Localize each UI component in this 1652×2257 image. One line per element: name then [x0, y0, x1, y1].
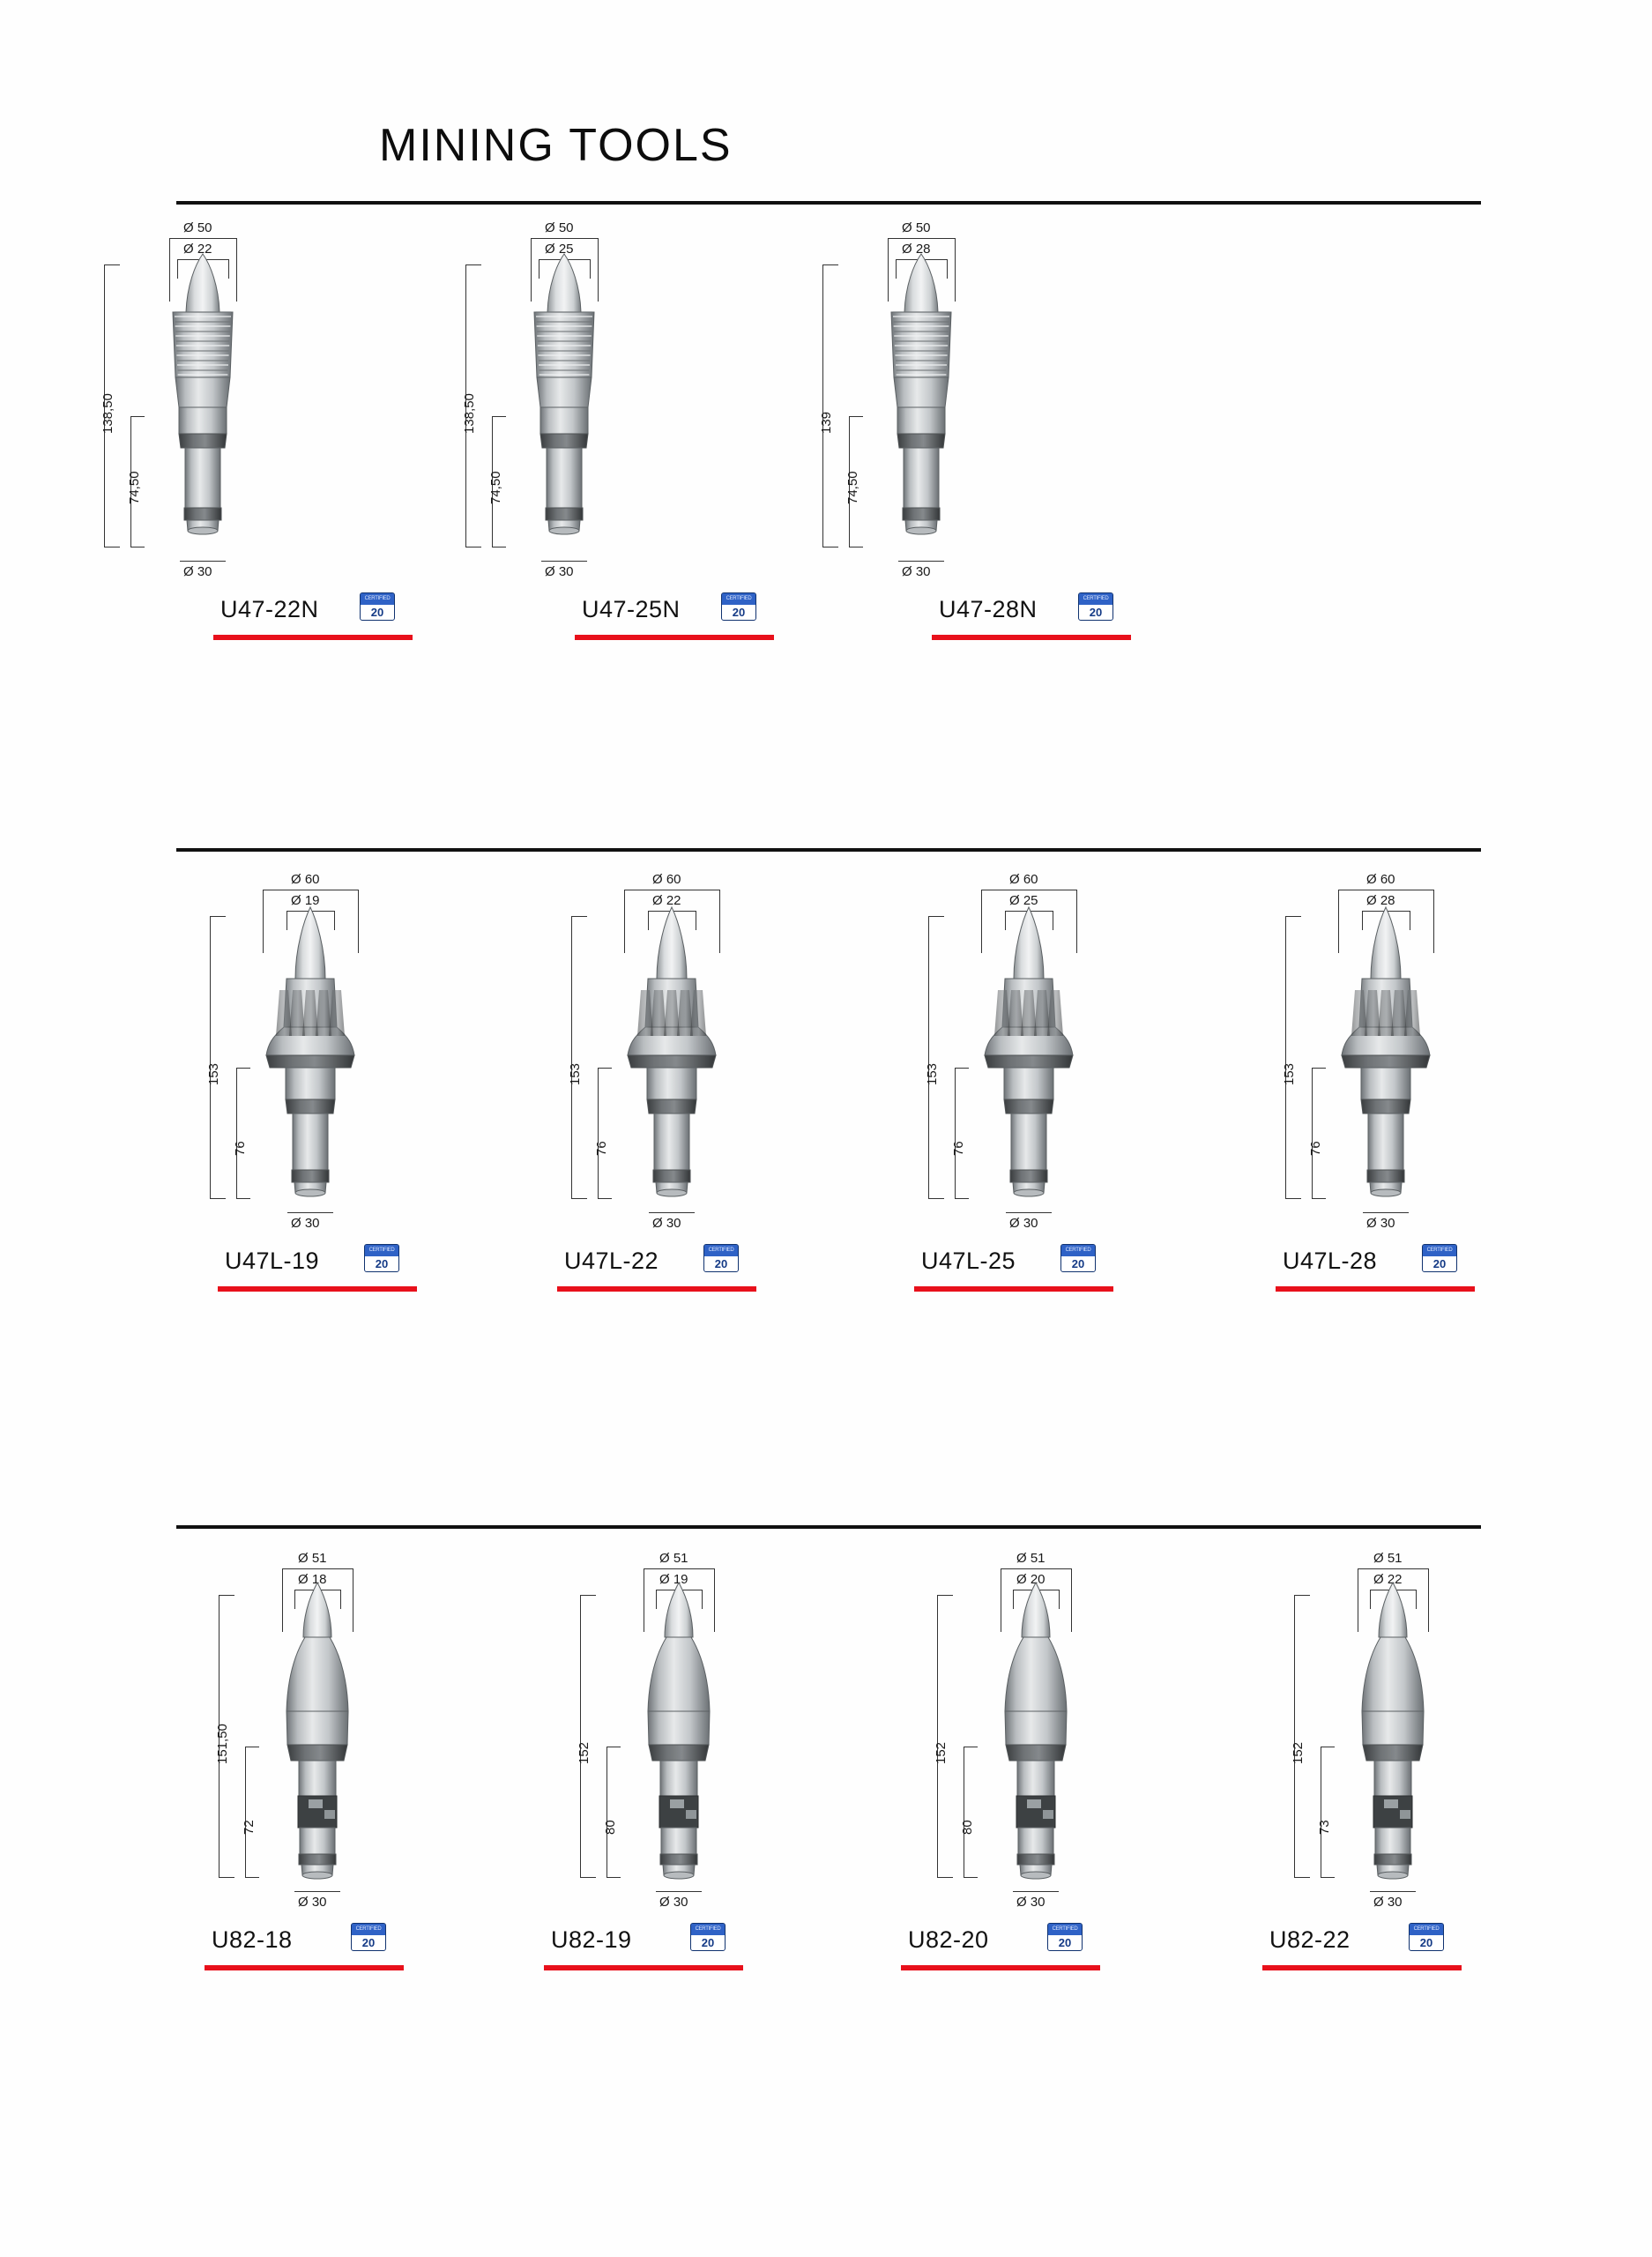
part-label: U47-22N: [220, 596, 319, 622]
badge-top-text: CERTIFIED: [1410, 1924, 1443, 1935]
dim-top-outer: Ø 60: [652, 872, 681, 887]
ext-total-top: [822, 264, 838, 265]
part-label: U47L-25: [921, 1248, 1016, 1274]
dim-bottom: Ø 30: [298, 1895, 327, 1910]
dim-top-outer: Ø 50: [183, 220, 212, 235]
badge-top-text: CERTIFIED: [352, 1924, 385, 1935]
badge-number: 20: [691, 1935, 725, 1950]
dim-top-outer: Ø 51: [1373, 1551, 1403, 1566]
badge-top-text: CERTIFIED: [365, 1245, 398, 1256]
ext-partial-bottom: [1312, 1198, 1326, 1199]
dim-top-inner: Ø 28: [1366, 893, 1395, 908]
certification-badge: [1409, 1923, 1444, 1951]
badge-number: 20: [1423, 1256, 1456, 1271]
part-label: U82-19: [551, 1926, 632, 1953]
product-cell: [0, 1538, 1652, 2085]
dim-bottom: Ø 30: [1016, 1895, 1046, 1910]
certification-badge: [1422, 1244, 1457, 1272]
badge-top-text: CERTIFIED: [1079, 593, 1112, 605]
part-label: U47-28N: [939, 596, 1038, 622]
dim-top-outer: Ø 50: [545, 220, 574, 235]
ext-total-bottom: [1294, 1877, 1310, 1878]
badge-number: 20: [722, 605, 755, 620]
product-cell: [0, 208, 1652, 737]
dim-top-inner: Ø 22: [183, 242, 212, 257]
dim-length-partial: 74,50: [845, 471, 860, 504]
dim-length-partial: 80: [960, 1820, 975, 1835]
dim-line-total: [822, 264, 823, 547]
section-divider-1: [176, 201, 1481, 205]
dim-top-inner: Ø 25: [545, 242, 574, 257]
dim-length-total: 153: [1282, 1062, 1297, 1085]
part-drawing: [868, 243, 974, 596]
product-row-1: [0, 208, 1652, 737]
part-label: U82-22: [1269, 1926, 1351, 1953]
ext-partial-top: [1312, 1068, 1326, 1069]
dim-length-total: 153: [568, 1062, 583, 1085]
dim-top-inner: Ø 22: [1373, 1572, 1403, 1587]
dim-bottom: Ø 30: [1373, 1895, 1403, 1910]
dim-length-total: 153: [925, 1062, 940, 1085]
badge-number: 20: [1410, 1935, 1443, 1950]
dim-length-partial: 76: [594, 1141, 609, 1156]
dim-length-total: 152: [934, 1741, 949, 1764]
dim-length-partial: 76: [233, 1141, 248, 1156]
badge-top-text: CERTIFIED: [361, 593, 394, 605]
badge-top-text: CERTIFIED: [1048, 1924, 1082, 1935]
dim-top-inner: Ø 25: [1009, 893, 1038, 908]
dim-length-partial: 73: [1317, 1820, 1332, 1835]
ext-total-top: [1285, 916, 1301, 917]
dim-bottom: Ø 30: [183, 564, 212, 579]
badge-number: 20: [704, 1256, 738, 1271]
badge-number: 20: [1079, 605, 1112, 620]
dim-top-inner: Ø 28: [902, 242, 931, 257]
underline-bar: [1276, 1286, 1475, 1292]
badge-top-text: CERTIFIED: [1061, 1245, 1095, 1256]
dim-length-partial: 72: [242, 1820, 257, 1835]
ext-total-bottom: [1285, 1198, 1301, 1199]
dim-length-partial: 76: [951, 1141, 966, 1156]
badge-number: 20: [1048, 1935, 1082, 1950]
dim-top-outer: Ø 50: [902, 220, 931, 235]
dim-line-total: [1285, 916, 1286, 1198]
dim-length-total: 138,50: [462, 393, 477, 434]
badge-top-text: CERTIFIED: [691, 1924, 725, 1935]
dim-top-inner: Ø 20: [1016, 1572, 1046, 1587]
dim-top-outer: Ø 60: [291, 872, 320, 887]
dim-top-outer: Ø 51: [298, 1551, 327, 1566]
badge-number: 20: [352, 1935, 385, 1950]
dim-line-outer: [888, 238, 955, 239]
dim-bottom: Ø 30: [545, 564, 574, 579]
ext-total-top: [1294, 1595, 1310, 1596]
ext-partial-bottom: [1321, 1877, 1335, 1878]
dim-length-total: 138,50: [100, 393, 115, 434]
certification-badge: [1078, 592, 1113, 621]
dim-top-outer: Ø 51: [1016, 1551, 1046, 1566]
badge-number: 20: [365, 1256, 398, 1271]
dim-bottom: Ø 30: [291, 1216, 320, 1231]
dim-length-total: 152: [577, 1741, 592, 1764]
dim-bottom: Ø 30: [652, 1216, 681, 1231]
dim-length-total: 153: [206, 1062, 221, 1085]
product-cell: [0, 860, 1652, 1406]
dim-length-total: 139: [819, 411, 834, 434]
badge-number: 20: [1061, 1256, 1095, 1271]
dim-top-outer: Ø 60: [1009, 872, 1038, 887]
part-label: U47L-22: [564, 1248, 659, 1274]
dim-length-total: 151,50: [215, 1724, 230, 1764]
dim-top-inner: Ø 19: [291, 893, 320, 908]
part-label: U47-25N: [582, 596, 681, 622]
badge-top-text: CERTIFIED: [722, 593, 755, 605]
part-label: U47L-19: [225, 1248, 320, 1274]
dim-line-outer: [1358, 1568, 1428, 1569]
dim-length-partial: 74,50: [488, 471, 503, 504]
ext-partial-top: [849, 416, 863, 417]
dim-length-partial: 80: [603, 1820, 618, 1835]
section-divider-2: [176, 848, 1481, 852]
dim-line-partial: [1312, 1068, 1313, 1198]
underline-bar: [1262, 1965, 1462, 1970]
underline-bar: [932, 635, 1131, 640]
dim-line-total: [1294, 1595, 1295, 1877]
badge-top-text: CERTIFIED: [1423, 1245, 1456, 1256]
part-label: U47L-28: [1283, 1248, 1378, 1274]
dim-bottom: Ø 30: [1366, 1216, 1395, 1231]
section-divider-3: [176, 1525, 1481, 1529]
part-drawing: [1340, 1574, 1446, 1926]
dim-bottom: Ø 30: [659, 1895, 688, 1910]
dim-top-outer: Ø 51: [659, 1551, 688, 1566]
dim-length-total: 152: [1291, 1741, 1306, 1764]
dim-top-inner: Ø 19: [659, 1572, 688, 1587]
page-title: MINING TOOLS: [379, 120, 733, 171]
part-label: U82-20: [908, 1926, 989, 1953]
dim-top-inner: Ø 22: [652, 893, 681, 908]
part-drawing: [1331, 895, 1446, 1248]
product-row-2: [0, 860, 1652, 1406]
dim-length-partial: 76: [1308, 1141, 1323, 1156]
dim-top-inner: Ø 18: [298, 1572, 327, 1587]
dim-bottom: Ø 30: [1009, 1216, 1038, 1231]
badge-top-text: CERTIFIED: [704, 1245, 738, 1256]
product-row-3: [0, 1538, 1652, 2085]
dim-bottom: Ø 30: [902, 564, 931, 579]
dim-top-outer: Ø 60: [1366, 872, 1395, 887]
part-label: U82-18: [212, 1926, 293, 1953]
badge-number: 20: [361, 605, 394, 620]
dim-length-partial: 74,50: [127, 471, 142, 504]
